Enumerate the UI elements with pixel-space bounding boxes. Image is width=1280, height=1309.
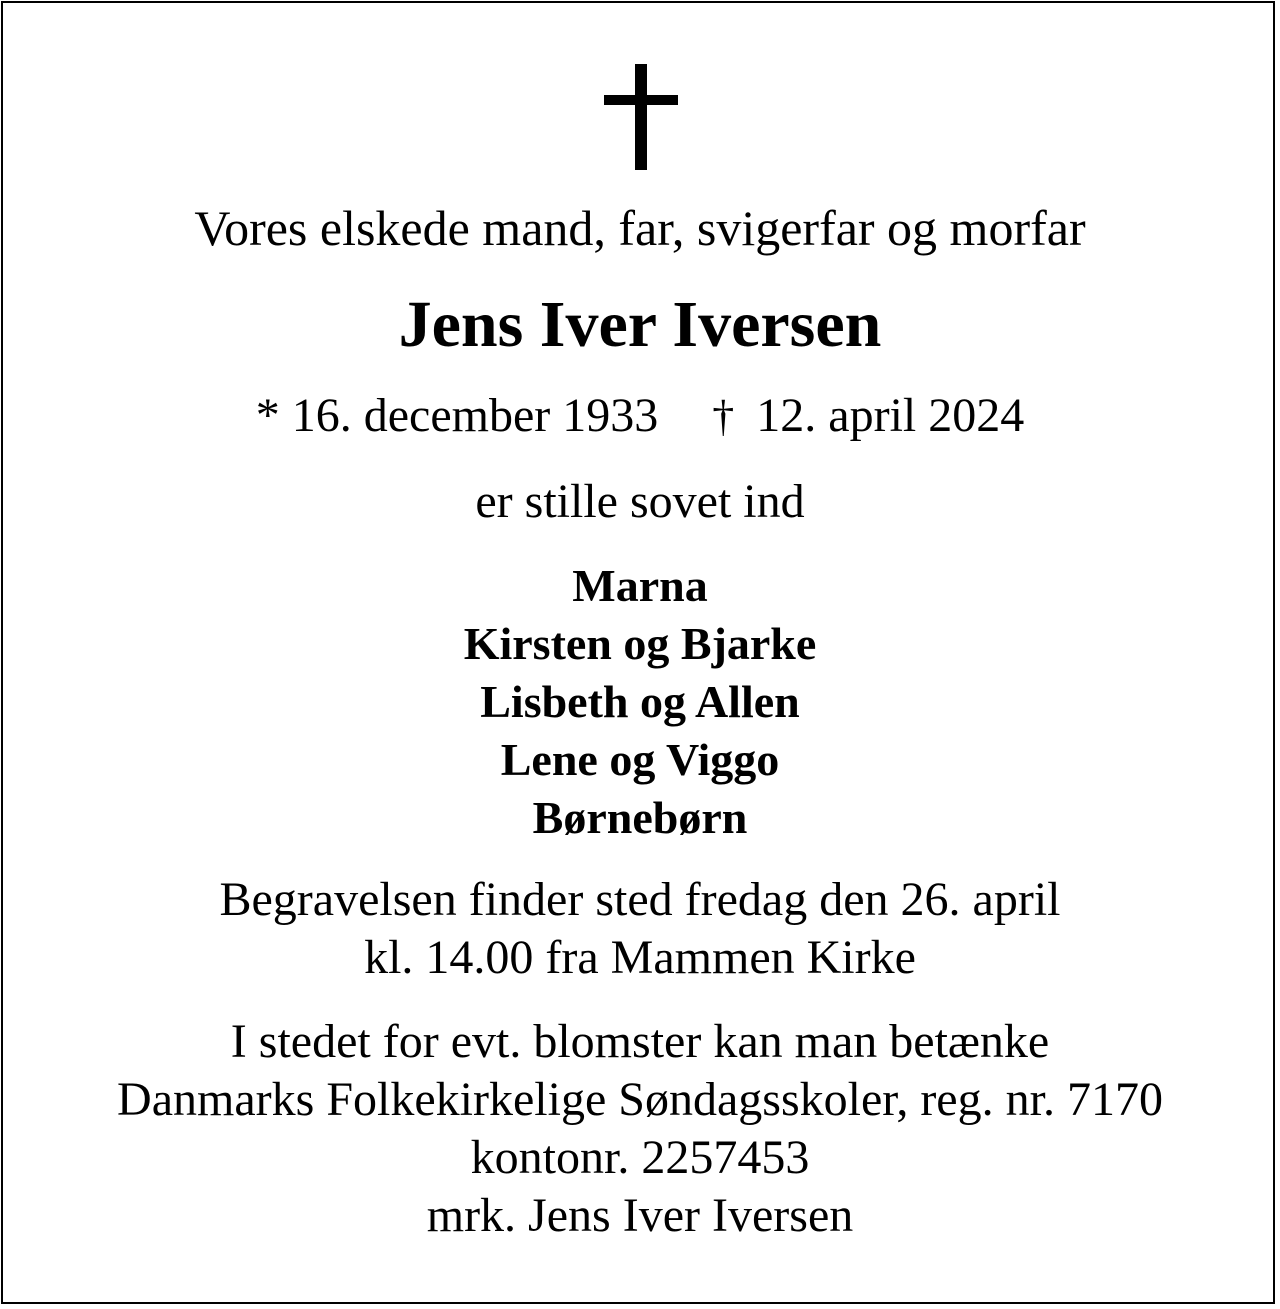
family-member: Lene og Viggo [500,734,780,785]
memorial-info-line: kontonr. 2257453 [470,1131,810,1184]
memorial-info-line: I stedet for evt. blomster kan man betænke [230,1015,1050,1068]
funeral-info-line: kl. 14.00 fra Mammen Kirke [364,931,916,984]
family-member: Børnebørn [532,792,748,843]
family-member: Kirsten og Bjarke [463,618,817,669]
deceased-name: Jens Iver Iversen [398,288,882,361]
memorial-info-line: mrk. Jens Iver Iversen [426,1189,854,1242]
cross-horizontal-bar [604,95,678,105]
dagger-icon: † [712,392,735,441]
life-dates [0,389,1280,442]
passing-text: er stille sovet ind [475,475,805,528]
cross-icon [604,64,678,170]
family-member: Marna [572,560,708,611]
cross-vertical-bar [635,64,647,170]
death-date: 12. april 2024 [756,389,1025,442]
family-member: Lisbeth og Allen [480,676,800,727]
funeral-info-line: Begravelsen finder sted fredag den 26. april [219,873,1061,926]
intro-text: Vores elskede mand, far, svigerfar og morfar [194,200,1086,256]
birth-date: * 16. december 1933 [255,389,659,442]
memorial-info-line: Danmarks Folkekirkelige Søndagsskoler, reg. nr. 7170 [117,1073,1163,1126]
